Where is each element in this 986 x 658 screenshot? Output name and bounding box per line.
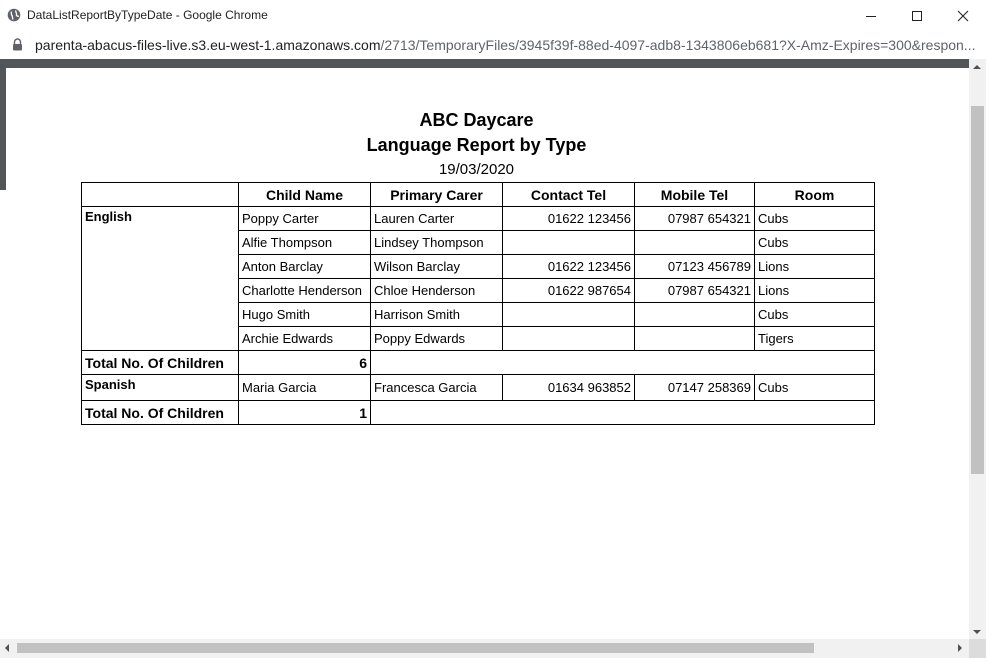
child-name: Maria Garcia xyxy=(239,375,371,401)
child-name: Alfie Thompson xyxy=(239,231,371,255)
table-row xyxy=(82,207,875,231)
room: Cubs xyxy=(755,375,875,401)
scroll-up-arrow-icon[interactable] xyxy=(972,63,982,71)
group-total-row xyxy=(82,351,875,375)
total-label: Total No. Of Children xyxy=(82,351,239,375)
report-title: Language Report by Type xyxy=(366,135,587,155)
mobile-tel: 07987 654321 xyxy=(635,207,755,231)
contact-tel: 01622 987654 xyxy=(503,279,635,303)
contact-tel xyxy=(503,231,635,255)
globe-icon xyxy=(7,8,21,22)
report-table xyxy=(81,182,875,425)
contact-tel: 01622 123456 xyxy=(503,255,635,279)
mobile-tel: 07987 654321 xyxy=(635,279,755,303)
contact-tel: 01634 963852 xyxy=(503,375,635,401)
total-count: 1 xyxy=(239,401,371,425)
contact-tel xyxy=(503,303,635,327)
close-button[interactable] xyxy=(940,0,986,31)
pdf-left-band xyxy=(0,68,6,190)
primary-carer: Lauren Carter xyxy=(371,207,503,231)
total-blank-cell xyxy=(371,401,875,425)
minimize-icon xyxy=(865,10,877,22)
close-icon xyxy=(957,10,969,22)
child-name: Charlotte Henderson xyxy=(239,279,371,303)
maximize-button[interactable] xyxy=(894,0,940,31)
room: Lions xyxy=(755,255,875,279)
mobile-tel xyxy=(635,327,755,351)
room: Tigers xyxy=(755,327,875,351)
room: Cubs xyxy=(755,207,875,231)
total-count: 6 xyxy=(239,351,371,375)
contact-tel: 01622 123456 xyxy=(503,207,635,231)
url-text[interactable] xyxy=(35,37,975,53)
room: Cubs xyxy=(755,303,875,327)
scroll-left-arrow-icon[interactable] xyxy=(3,643,11,653)
primary-carer: Chloe Henderson xyxy=(371,279,503,303)
primary-carer: Wilson Barclay xyxy=(371,255,503,279)
header-blank-cell xyxy=(82,183,239,207)
child-name: Hugo Smith xyxy=(239,303,371,327)
col-primary-carer: Primary Carer xyxy=(371,183,503,207)
scrollbar-corner xyxy=(969,639,986,658)
primary-carer: Poppy Edwards xyxy=(371,327,503,351)
child-name: Anton Barclay xyxy=(239,255,371,279)
scroll-right-arrow-icon[interactable] xyxy=(956,643,964,653)
group-total-row xyxy=(82,401,875,425)
report-date: 19/03/2020 xyxy=(438,161,515,178)
col-contact-tel: Contact Tel xyxy=(503,183,635,207)
primary-carer: Harrison Smith xyxy=(371,303,503,327)
vertical-scroll-thumb[interactable] xyxy=(971,106,984,474)
child-name: Poppy Carter xyxy=(239,207,371,231)
contact-tel xyxy=(503,327,635,351)
window-titlebar xyxy=(0,0,986,32)
group-language: Spanish xyxy=(82,375,239,401)
url-path: /2713/TemporaryFiles/3945f39f-88ed-4097-adb8-1343806eb681?X-Amz-Expires=300&respon... xyxy=(380,37,975,53)
col-mobile-tel: Mobile Tel xyxy=(635,183,755,207)
primary-carer: Lindsey Thompson xyxy=(371,231,503,255)
group-language: English xyxy=(82,207,239,351)
mobile-tel: 07123 456789 xyxy=(635,255,755,279)
total-label: Total No. Of Children xyxy=(82,401,239,425)
mobile-tel: 07147 258369 xyxy=(635,375,755,401)
col-room: Room xyxy=(755,183,875,207)
table-row xyxy=(82,375,875,401)
mobile-tel xyxy=(635,231,755,255)
horizontal-scroll-thumb[interactable] xyxy=(17,643,814,653)
minimize-button[interactable] xyxy=(848,0,894,31)
primary-carer: Francesca Garcia xyxy=(371,375,503,401)
mobile-tel xyxy=(635,303,755,327)
lock-icon[interactable] xyxy=(12,38,23,51)
room: Lions xyxy=(755,279,875,303)
total-blank-cell xyxy=(371,351,875,375)
url-host: parenta-abacus-files-live.s3.eu-west-1.amazonaws.com xyxy=(35,37,381,53)
col-child-name: Child Name xyxy=(239,183,371,207)
table-header-row xyxy=(82,183,875,207)
child-name: Archie Edwards xyxy=(239,327,371,351)
maximize-icon xyxy=(911,10,923,22)
window-title: DataListReportByTypeDate - Google Chrome xyxy=(27,8,268,22)
room: Cubs xyxy=(755,231,875,255)
report-org: ABC Daycare xyxy=(419,110,534,130)
address-bar[interactable] xyxy=(0,31,986,59)
pdf-top-band xyxy=(0,59,969,68)
scroll-down-arrow-icon[interactable] xyxy=(972,628,982,636)
